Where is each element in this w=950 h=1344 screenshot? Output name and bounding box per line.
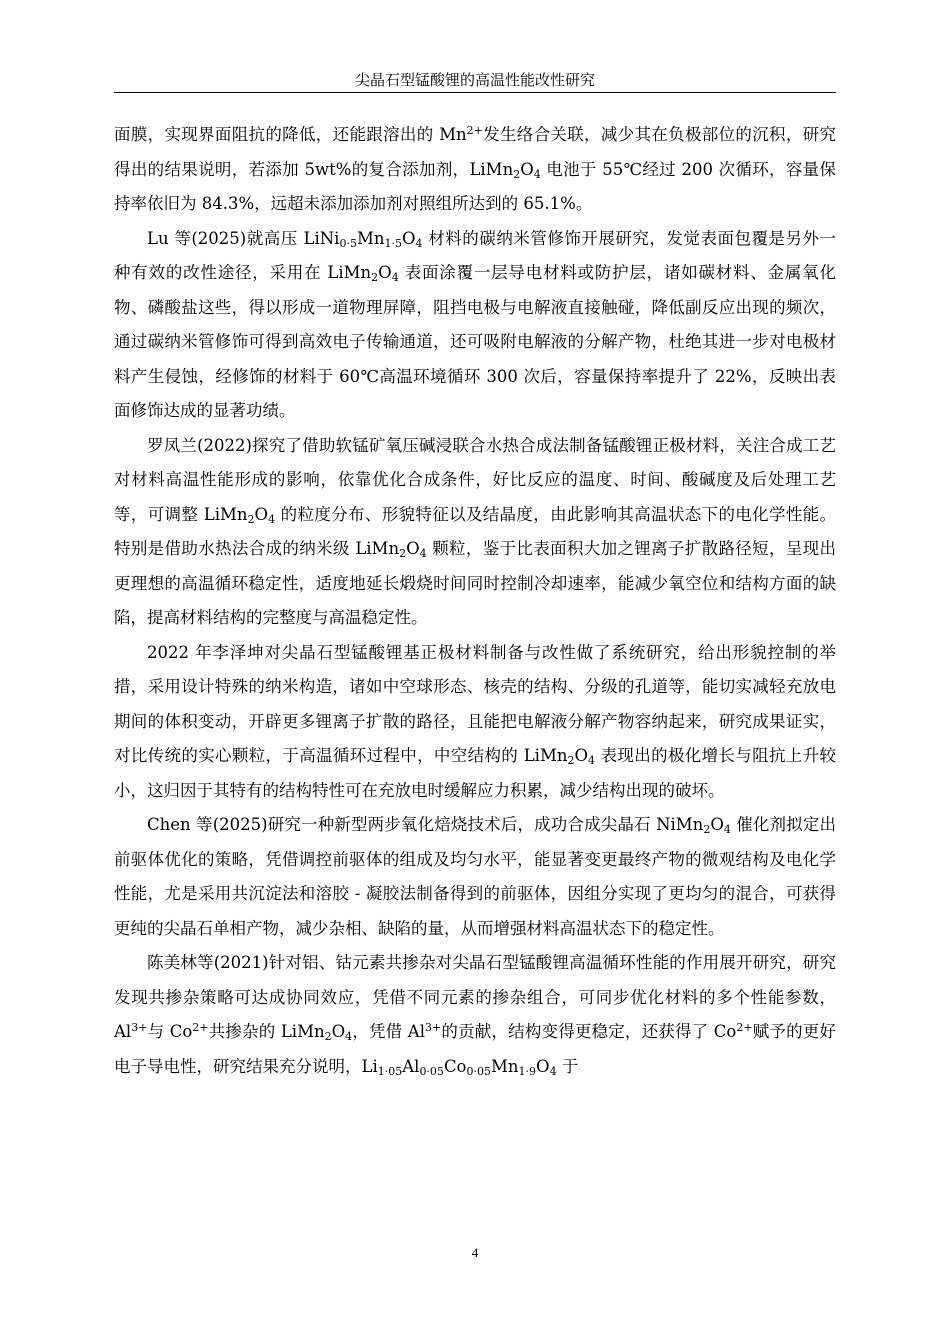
subscript: 0·05: [419, 1064, 444, 1078]
superscript: 3+: [131, 1021, 148, 1034]
text-run: O: [520, 159, 534, 179]
subscript: 0·5: [339, 236, 357, 250]
paragraph-2: [114, 222, 836, 429]
body-text: [114, 118, 836, 1084]
text-run: Chen 等(2025)研究一种新型两步氧化焙烧技术后，成功合成尖晶石 NiMn: [147, 815, 704, 834]
text-run: 面膜，实现界面阻抗的降低，还能跟溶出的 Mn: [114, 125, 467, 144]
paragraph-1: [114, 118, 836, 222]
text-run: O: [402, 228, 416, 248]
subscript: 2: [247, 512, 255, 526]
text-run: 催化剂拟定出前驱体优化的策略，凭借调控前驱体的组成及均匀水平，能显著变更最终产物的微观结构及电化学性能，尤是采用共沉淀法和溶胶 - 凝胶法制备得到的前驱体，因组分实现了更均匀的混合，可获得更纯的尖晶石单相产物，减少杂相、缺陷的量，从而增强材料高温状态下的稳定性。: [114, 815, 836, 938]
subscript: 2: [567, 754, 575, 767]
text-run: O: [254, 504, 269, 524]
text-run: 材料的碳纳米管修饰开展研究，发觉表面包覆是另外一种有效的改性途径，采用在 LiMn: [114, 228, 837, 282]
text-run: Lu 等(2025)就高压 LiNi: [147, 228, 340, 248]
text-run: 于: [556, 1056, 579, 1076]
text-run: Mn: [491, 1056, 519, 1076]
text-run: 发生络合关联，减少其在负极部位的沉积，研究得出的结果说明，若添加 5wt%的复合添加剂，LiMn: [114, 125, 836, 179]
text-run: 共掺杂的 LiMn: [208, 1022, 325, 1041]
subscript: 4: [268, 512, 276, 526]
text-run: Co: [443, 1056, 467, 1076]
text-run: 与 Co: [147, 1022, 193, 1041]
text-run: O: [710, 815, 724, 834]
text-run: O: [378, 263, 392, 282]
subscript: 1·9: [518, 1064, 537, 1078]
subscript: 4: [723, 823, 731, 836]
text-run: 赋予的更好电子导电性，研究结果充分说明，Li: [114, 1022, 836, 1076]
subscript: 2: [513, 167, 521, 181]
subscript: 1·5: [384, 236, 402, 250]
subscript: 4: [549, 1064, 557, 1078]
text-run: O: [536, 1056, 550, 1076]
text-run: ，凭借 Al: [352, 1022, 425, 1041]
text-run: 2022 年李泽坤对尖晶石型锰酸锂基正极材料制备与改性做了系统研究，给出形貌控制的举措，采用设计特殊的纳米构造，诸如中空球形态、核壳的结构、分级的孔道等，能切实减轻充放电期间的体积变动，开辟更多锂离子扩散的路径，且能把电解液分解产物容纳起来，研究成果证实，对比传统的实心颗粒，于高温循环过程中，中空结构的 LiMn: [114, 642, 836, 765]
paragraph-3: [114, 429, 836, 636]
text-run: 颗粒，鉴于比表面积大加之锂离子扩散路径短，呈现出更理想的高温循环稳定性，适度地延长煅烧时间同时控制冷却速率，能减少氧空位和结构方面的缺陷，提高材料结构的完整度与高温稳定性。: [114, 539, 836, 627]
text-run: Al: [402, 1056, 420, 1076]
subscript: 2: [399, 547, 407, 560]
text-run: 表面涂覆一层导电材料或防护层，诸如碳材料、金属氧化物、磷酸盐这些，得以形成一道物理屏障，阻挡电极与电解液直接触碰，降低副反应出现的频次，通过碳纳米管修饰可得到高效电子传输通道，还可吸附电解液的分解产物，杜绝其进一步对电极材料产生侵蚀，经修饰的材料于 60℃高温环境循环 300 次后，容量保持率提升了 22%，反映出表面修饰达成的显著功绩。: [114, 263, 836, 420]
paragraph-4: [114, 636, 836, 809]
text-run: 的贡献，结构变得更稳定，还获得了 Co: [441, 1022, 737, 1041]
text-run: O: [406, 539, 420, 558]
subscript: 4: [533, 167, 541, 181]
paragraph-5: [114, 808, 836, 946]
superscript: 2+: [736, 1021, 753, 1034]
subscript: 4: [588, 754, 595, 767]
subscript: 4: [391, 271, 399, 284]
text-run: 电池于 55℃经过 200 次循环，容量保持率依旧为 84.3%，远超未添加添加剂对照组所达到的 65.1%。: [114, 159, 836, 213]
subscript: 4: [419, 547, 427, 560]
superscript: 2+: [466, 124, 483, 137]
superscript: 3+: [425, 1021, 442, 1034]
text-run: O: [574, 746, 588, 765]
text-run: 罗凤兰(2022)探究了借助软锰矿氧压碱浸联合水热合成法制备锰酸锂正极材料，关注合成工艺对材料高温性能形成的影响，依靠优化合成条件，好比反应的温度、时间、酸碱度及后处理工艺等，可调整 LiMn: [114, 435, 836, 524]
text-run: 的粒度分布、形貌特征以及结晶度，由此影响其高温状态下的电化学性能。特别是借助水热法合成的纳米级 LiMn: [114, 504, 836, 558]
subscript: 2: [371, 271, 379, 284]
superscript: 2+: [192, 1021, 209, 1034]
subscript: 4: [345, 1030, 353, 1043]
subscript: 4: [415, 236, 423, 250]
subscript: 1·05: [377, 1064, 403, 1078]
paragraph-6: [114, 946, 836, 1084]
text-run: 陈美林等(2021)针对铝、钴元素共掺杂对尖晶石型锰酸锂高温循环性能的作用展开研究，研究发现共掺杂策略可达成协同效应，凭借不同元素的掺杂组合，可同步优化材料的多个性能参数，Al: [114, 953, 836, 1041]
text-run: 表现出的极化增长与阻抗上升较小，这归因于其特有的结构特性可在充放电时缓解应力积累，减少结构出现的破坏。: [114, 746, 836, 800]
page-number: 4: [471, 1245, 479, 1260]
text-run: O: [331, 1022, 346, 1041]
header-title: 尖晶石型锰酸锂的高温性能改性研究: [354, 71, 595, 89]
subscript: 0·05: [466, 1064, 491, 1078]
subscript: 2: [324, 1030, 332, 1043]
running-header: [114, 70, 836, 93]
text-run: Mn: [356, 228, 385, 248]
subscript: 2: [703, 823, 711, 836]
